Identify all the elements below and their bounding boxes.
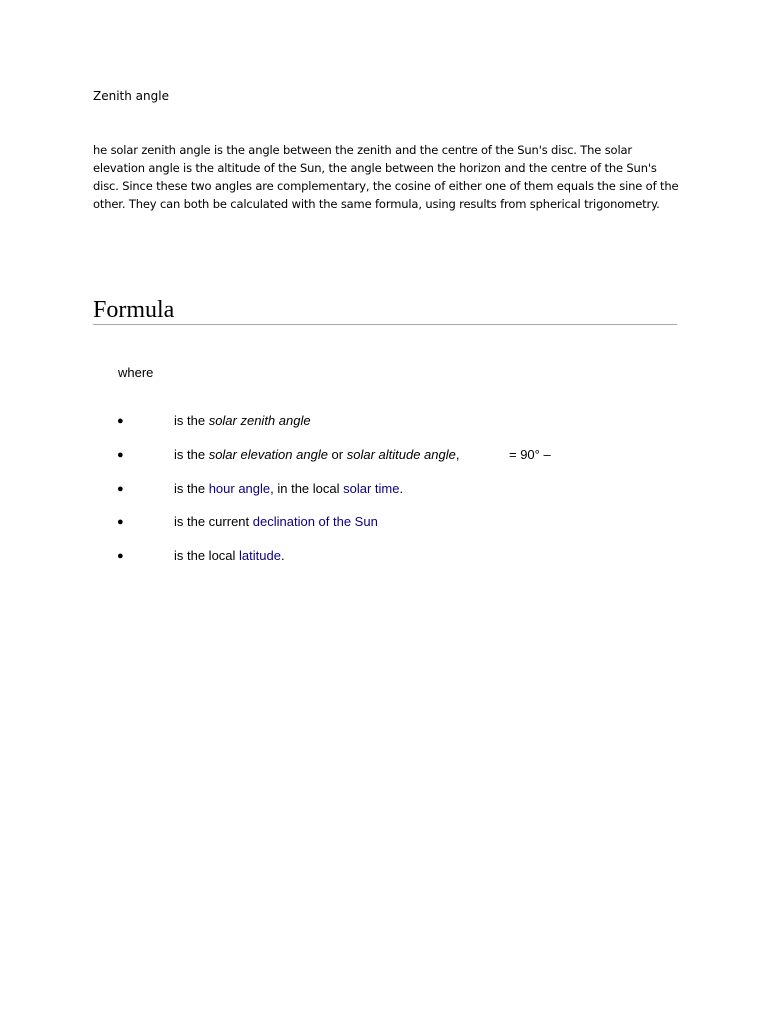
list-item (0, 480, 768, 498)
where-label: where (118, 365, 154, 380)
list-item (0, 446, 768, 464)
item-middle: , in the local (270, 481, 344, 496)
bullet-icon: ● (117, 516, 124, 528)
list-item-text (174, 547, 285, 565)
item-prefix: is the current (174, 514, 253, 529)
document-title: Zenith angle (93, 89, 169, 103)
list-item (0, 547, 768, 565)
solar-time-link[interactable]: solar time (343, 481, 400, 496)
bullet-icon: ● (117, 449, 124, 461)
item-suffix: , (455, 447, 460, 462)
complement-equation: = 90° – (509, 447, 551, 462)
item-prefix: is the local (174, 548, 240, 563)
term-solar-altitude-angle: solar altitude angle (346, 447, 456, 462)
item-suffix: . (399, 481, 404, 496)
term-solar-elevation-angle: solar elevation angle (208, 447, 328, 462)
item-prefix: is the (174, 447, 209, 462)
bullet-icon: ● (117, 415, 124, 427)
bullet-icon: ● (117, 550, 124, 562)
intro-paragraph: he solar zenith angle is the angle between the zenith and the centre of the Sun's disc. The solar elevation angle is the altitude of the Sun, the angle between the horizon and the centre of the Sun's disc. Since these two angles are complementary, the cosine of either one of them equals the sine of the other. They can both be calculated with the same formula, using results from spherical trigonometry. (93, 143, 679, 211)
declination-link[interactable]: declination of the Sun (252, 514, 378, 529)
item-prefix: is the (174, 413, 209, 428)
list-item-text (174, 513, 378, 531)
list-item (0, 412, 768, 430)
list-item-text (174, 446, 460, 464)
formula-heading: Formula (93, 296, 677, 325)
term-solar-zenith-angle: solar zenith angle (208, 413, 311, 428)
bullet-icon: ● (117, 483, 124, 495)
list-item-text (174, 480, 403, 498)
list-item (0, 513, 768, 531)
latitude-link[interactable]: latitude (239, 548, 281, 563)
list-item-text (174, 412, 311, 430)
item-suffix: . (280, 548, 285, 563)
item-prefix: is the (174, 481, 209, 496)
item-connector: or (327, 447, 347, 462)
hour-angle-link[interactable]: hour angle (208, 481, 271, 496)
